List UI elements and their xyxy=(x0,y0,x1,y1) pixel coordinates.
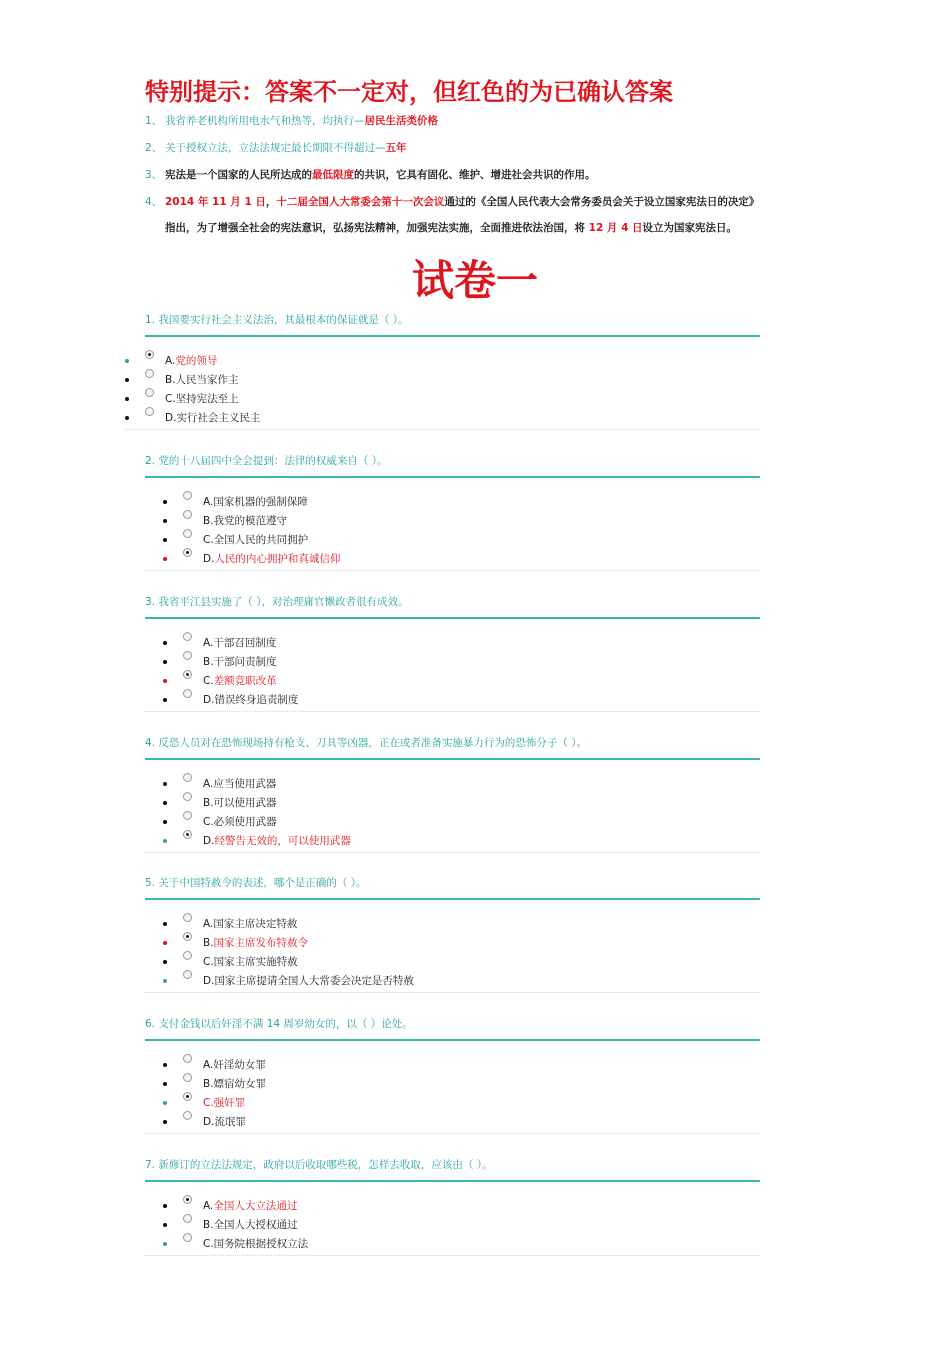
option-letter: B. xyxy=(203,797,214,809)
answer-option[interactable] xyxy=(145,969,760,988)
bullet-dot xyxy=(163,1101,167,1105)
bullet-dot xyxy=(163,538,167,542)
bullet-dot xyxy=(125,378,129,382)
question-divider xyxy=(145,898,760,900)
bullet-dot xyxy=(163,557,167,561)
option-letter: B. xyxy=(203,1219,214,1231)
option-text: 全国人大授权通过 xyxy=(213,1219,298,1231)
radio-button[interactable] xyxy=(183,970,192,979)
bullet-dot xyxy=(163,1082,167,1086)
option-text: 党的领导 xyxy=(175,355,218,367)
question-block xyxy=(145,1014,760,1134)
bullet-dot xyxy=(163,782,167,786)
option-label xyxy=(203,1235,308,1254)
radio-button[interactable] xyxy=(183,529,192,538)
radio-button[interactable] xyxy=(183,1195,192,1204)
option-letter: D. xyxy=(165,412,177,424)
question-text: 7. 新修订的立法法规定，政府以后收取哪些税，怎样去收取，应该由（ ）。 xyxy=(145,1159,493,1171)
note-number: 2、 xyxy=(145,142,163,154)
answer-option[interactable] xyxy=(145,387,760,406)
answer-option[interactable] xyxy=(145,791,760,810)
option-letter: B. xyxy=(203,937,214,949)
option-text: 国务院根据授权立法 xyxy=(213,1238,309,1250)
answer-option[interactable] xyxy=(145,406,760,425)
option-letter: B. xyxy=(203,515,214,527)
answer-option[interactable] xyxy=(145,1110,760,1129)
note-number: 1、 xyxy=(145,115,163,127)
option-text: 我党的模范遵守 xyxy=(213,515,288,527)
bullet-dot xyxy=(163,1063,167,1067)
notes-list xyxy=(145,108,765,241)
dotted-separator xyxy=(145,1133,760,1134)
option-text: 干部召回制度 xyxy=(213,637,277,649)
answer-option[interactable] xyxy=(145,1053,760,1072)
radio-button[interactable] xyxy=(183,670,192,679)
question-divider xyxy=(145,476,760,478)
radio-button[interactable] xyxy=(183,913,192,922)
bullet-dot xyxy=(163,500,167,504)
bullet-dot xyxy=(125,397,129,401)
option-letter: D. xyxy=(203,553,215,565)
radio-button[interactable] xyxy=(183,951,192,960)
option-letter: C. xyxy=(203,1238,214,1250)
dotted-separator xyxy=(125,429,760,430)
radio-button[interactable] xyxy=(183,651,192,660)
option-text: 流氓罪 xyxy=(214,1116,246,1128)
dotted-separator xyxy=(145,852,760,853)
note-item xyxy=(145,189,765,241)
radio-button[interactable] xyxy=(183,1233,192,1242)
option-letter: A. xyxy=(165,355,176,367)
note-number: 3、 xyxy=(145,169,163,181)
radio-button[interactable] xyxy=(183,548,192,557)
option-label xyxy=(165,409,260,428)
option-letter: D. xyxy=(203,1116,215,1128)
note-text-part: 五年 xyxy=(385,142,407,154)
question-text: 6. 支付金钱以后奸淫不满 14 周岁幼女的，以（ ）论处。 xyxy=(145,1018,413,1030)
note-text xyxy=(165,162,596,189)
option-text: 必须使用武器 xyxy=(213,816,277,828)
option-text: 国家主席提请全国人大常委会决定是否特赦 xyxy=(214,975,414,987)
note-text xyxy=(165,189,765,241)
option-text: 全国人大立法通过 xyxy=(213,1200,298,1212)
option-text: 嫖宿幼女罪 xyxy=(213,1078,267,1090)
option-label xyxy=(203,1113,246,1132)
option-text: 人民的内心拥护和真诚信仰 xyxy=(214,553,341,565)
options-list xyxy=(145,772,760,848)
answer-option[interactable] xyxy=(145,547,760,566)
option-letter: C. xyxy=(203,534,214,546)
radio-button[interactable] xyxy=(183,1214,192,1223)
option-letter: C. xyxy=(203,1097,214,1109)
note-item xyxy=(145,135,765,162)
options-list xyxy=(145,631,760,707)
option-text: 奸淫幼女罪 xyxy=(213,1059,266,1071)
answer-option[interactable] xyxy=(145,1232,760,1251)
bullet-dot xyxy=(163,801,167,805)
dotted-separator xyxy=(145,992,760,993)
radio-button[interactable] xyxy=(183,932,192,941)
bullet-dot xyxy=(163,1204,167,1208)
answer-option[interactable] xyxy=(145,688,760,707)
bullet-dot xyxy=(125,416,129,420)
option-letter: B. xyxy=(165,374,176,386)
bullet-dot xyxy=(163,1120,167,1124)
note-item xyxy=(145,162,765,189)
answer-option[interactable] xyxy=(145,931,760,950)
paper-title: 试卷一 xyxy=(411,256,538,305)
note-text-part: 最低限度 xyxy=(312,169,354,181)
bullet-dot xyxy=(163,1223,167,1227)
option-letter: A. xyxy=(203,1200,214,1212)
question-block xyxy=(145,310,760,430)
options-list xyxy=(145,349,760,425)
radio-button[interactable] xyxy=(183,510,192,519)
option-text: 国家主席实施特赦 xyxy=(213,956,298,968)
radio-button[interactable] xyxy=(183,1092,192,1101)
bullet-dot xyxy=(163,922,167,926)
answer-option[interactable] xyxy=(145,490,760,509)
option-text: 差额竞职改革 xyxy=(213,675,277,687)
note-text-part: 设立为国家宪法日。 xyxy=(642,222,738,234)
option-letter: A. xyxy=(203,778,214,790)
answer-option[interactable] xyxy=(145,368,760,387)
radio-button[interactable] xyxy=(183,830,192,839)
dotted-separator xyxy=(145,711,760,712)
radio-button[interactable] xyxy=(145,407,154,416)
option-letter: C. xyxy=(203,675,214,687)
note-text-part: 宪法是一个国家的人民所达成的 xyxy=(165,169,312,181)
note-text-part: 12 月 4 日 xyxy=(588,222,643,234)
option-text: 全国人民的共同拥护 xyxy=(213,534,309,546)
radio-button[interactable] xyxy=(183,491,192,500)
answer-option[interactable] xyxy=(145,772,760,791)
note-text-part: 的共识，它具有固化、维护、增进社会共识的作用。 xyxy=(354,169,596,181)
question-text: 5. 关于中国特赦令的表述，哪个是正确的（ ）。 xyxy=(145,877,367,889)
dotted-separator xyxy=(145,1255,760,1256)
radio-button[interactable] xyxy=(145,388,154,397)
option-text: 人民当家作主 xyxy=(175,374,239,386)
bullet-dot xyxy=(125,359,129,363)
option-letter: A. xyxy=(203,637,214,649)
bullet-dot xyxy=(163,679,167,683)
bullet-dot xyxy=(163,979,167,983)
answer-option[interactable] xyxy=(145,349,760,368)
note-text-part: 通过的《全国人民代表大会常务委员会关于设立国家宪法日的决定》指出，为了增强全社会的宪法意识，弘扬宪法精神，加强宪法实施，全面推进依法治国，将 xyxy=(165,196,760,234)
question-divider xyxy=(145,335,760,337)
option-letter: A. xyxy=(203,1059,214,1071)
answer-option[interactable] xyxy=(145,650,760,669)
question-divider xyxy=(145,758,760,760)
bullet-dot xyxy=(163,698,167,702)
question-block xyxy=(145,451,760,571)
options-list xyxy=(145,1194,760,1251)
option-text: 应当使用武器 xyxy=(213,778,277,790)
question-text: 2. 党的十八届四中全会提到：法律的权威来自（ ）。 xyxy=(145,455,388,467)
option-letter: A. xyxy=(203,496,214,508)
radio-button[interactable] xyxy=(183,689,192,698)
note-text-part: 2014 年 11 月 1 日 xyxy=(165,196,266,208)
bullet-dot xyxy=(163,641,167,645)
answer-option[interactable] xyxy=(145,1213,760,1232)
option-label xyxy=(203,691,298,710)
option-text: 坚持宪法至上 xyxy=(175,393,239,405)
option-text: 强奸罪 xyxy=(213,1097,246,1109)
note-text-part: 关于授权立法，立法法规定最长期限不得超过— xyxy=(165,142,386,154)
bullet-dot xyxy=(163,960,167,964)
option-label xyxy=(203,972,414,991)
option-letter: C. xyxy=(165,393,176,405)
radio-button[interactable] xyxy=(145,350,154,359)
option-label xyxy=(203,550,340,569)
options-list xyxy=(145,912,760,988)
answer-option[interactable] xyxy=(145,669,760,688)
answer-option[interactable] xyxy=(145,509,760,528)
question-block xyxy=(145,592,760,712)
options-list xyxy=(145,1053,760,1129)
bullet-dot xyxy=(163,820,167,824)
question-divider xyxy=(145,1039,760,1041)
answer-option[interactable] xyxy=(145,950,760,969)
question-block xyxy=(145,733,760,853)
bullet-dot xyxy=(163,1242,167,1246)
radio-button[interactable] xyxy=(183,1073,192,1082)
bullet-dot xyxy=(163,519,167,523)
answer-option[interactable] xyxy=(145,912,760,931)
options-list xyxy=(145,490,760,566)
radio-button[interactable] xyxy=(145,369,154,378)
answer-option[interactable] xyxy=(145,1194,760,1213)
radio-button[interactable] xyxy=(183,632,192,641)
option-text: 错误终身追责制度 xyxy=(214,694,299,706)
question-divider xyxy=(145,1180,760,1182)
option-text: 经警告无效的，可以使用武器 xyxy=(214,835,351,847)
note-text xyxy=(165,135,407,162)
note-number: 4、 xyxy=(145,196,163,208)
dotted-separator xyxy=(145,570,760,571)
option-text: 实行社会主义民主 xyxy=(176,412,261,424)
answer-option[interactable] xyxy=(145,829,760,848)
note-text-part: 十二届全国人大常委会第十一次会议 xyxy=(276,196,445,208)
answer-option[interactable] xyxy=(145,810,760,829)
radio-button[interactable] xyxy=(183,1111,192,1120)
option-label xyxy=(203,832,351,851)
option-text: 干部问责制度 xyxy=(213,656,277,668)
question-block xyxy=(145,873,760,993)
note-text-part: 居民生活类价格 xyxy=(364,115,438,127)
note-text-part: 我省养老机构所用电水气和热等，均执行— xyxy=(165,115,365,127)
bullet-dot xyxy=(163,660,167,664)
option-text: 国家主席决定特赦 xyxy=(213,918,298,930)
note-text-part: ， xyxy=(265,196,277,208)
answer-option[interactable] xyxy=(145,1072,760,1091)
question-text: 4. 反恐人员对在恐怖现场持有枪支、刀具等凶器，正在或者准备实施暴力行为的恐怖分子（ ）。 xyxy=(145,737,587,749)
option-letter: D. xyxy=(203,835,215,847)
note-item xyxy=(145,108,765,135)
radio-button[interactable] xyxy=(183,811,192,820)
bullet-dot xyxy=(163,839,167,843)
question-divider xyxy=(145,617,760,619)
page-title: 特别提示：答案不一定对，但红色的为已确认答案 xyxy=(145,78,673,106)
option-letter: A. xyxy=(203,918,214,930)
question-text: 1. 我国要实行社会主义法治，其最根本的保证就是（ ）。 xyxy=(145,314,409,326)
answer-option[interactable] xyxy=(145,528,760,547)
question-text: 3. 我省平江县实施了（ ），对治理庸官懒政者很有成效。 xyxy=(145,596,409,608)
bullet-dot xyxy=(163,941,167,945)
note-text xyxy=(165,108,438,135)
radio-button[interactable] xyxy=(183,773,192,782)
option-letter: B. xyxy=(203,656,214,668)
option-letter: D. xyxy=(203,694,215,706)
radio-button[interactable] xyxy=(183,1054,192,1063)
question-block xyxy=(145,1155,760,1256)
radio-button[interactable] xyxy=(183,792,192,801)
option-letter: C. xyxy=(203,816,214,828)
answer-option[interactable] xyxy=(145,631,760,650)
answer-option[interactable] xyxy=(145,1091,760,1110)
option-letter: C. xyxy=(203,956,214,968)
option-letter: B. xyxy=(203,1078,214,1090)
option-letter: D. xyxy=(203,975,215,987)
option-text: 国家主席发布特赦令 xyxy=(213,937,309,949)
option-text: 可以使用武器 xyxy=(213,797,277,809)
option-text: 国家机器的强制保障 xyxy=(213,496,308,508)
